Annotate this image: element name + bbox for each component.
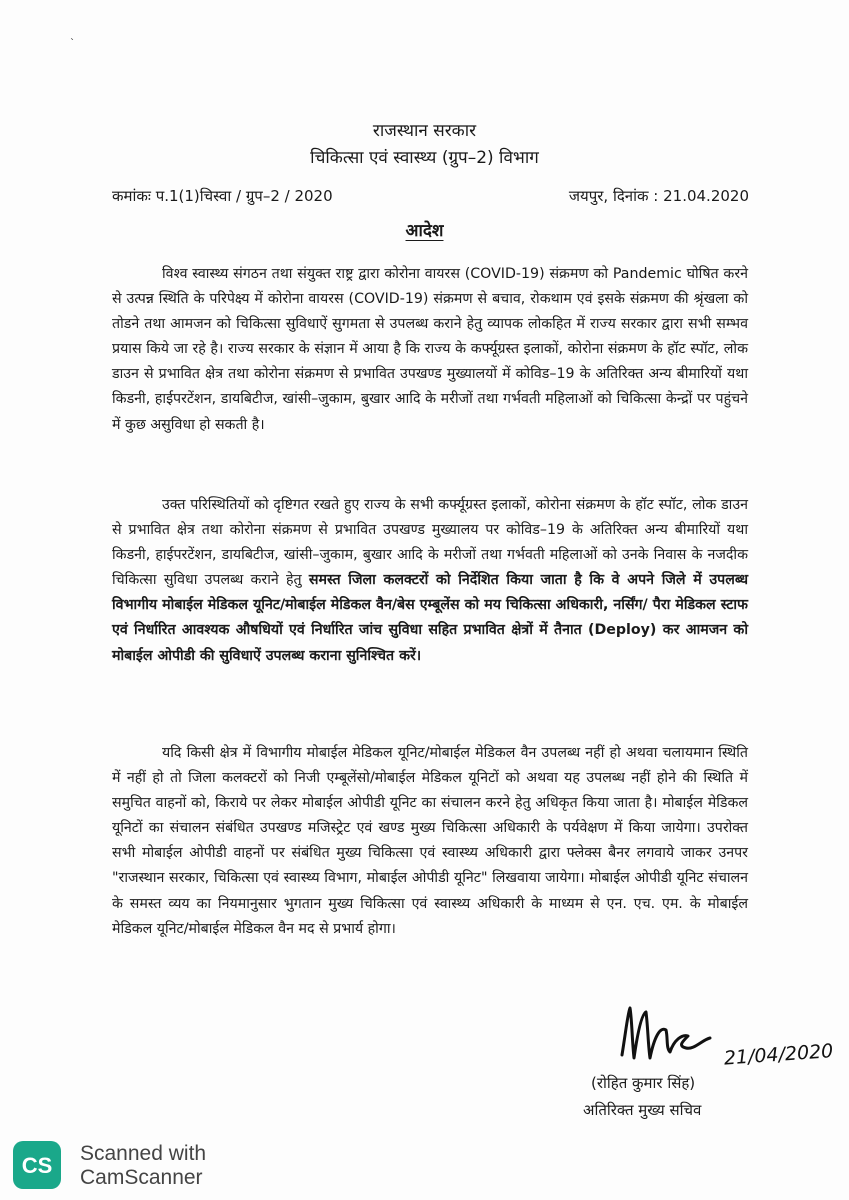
paragraph-3 <box>112 741 748 942</box>
paragraph-1 <box>112 262 748 438</box>
scanner-watermark <box>80 1142 206 1190</box>
paragraph-1-text: विश्व स्वास्थ्य संगठन तथा संयुक्त राष्ट्र द्वारा कोरोना वायरस (COVID-19) संक्रमण को Pandemic घोषित करने से उत्पन्न स्थिति के परिपेक्ष्य में कोरोना वायरस (COVID-19) संक्रमण से बचाव, रोकथाम एवं इसके संक्रमण की श्रृंखला को तोडने तथा आमजन को चिकित्सा सुविधाऐं सुगमता से उपलब्ध कराने हेतु व्यापक लोकहित में राज्य सरकार द्वारा सभी सम्भव प्रयास किये जा रहे है। राज्य सरकार के संज्ञान में आया है कि राज्य के कर्फ्यूग्रस्त इलाकों, कोरोना संक्रमण के हॉट स्पॉट, लोक डाउन से प्रभावित क्षेत्र तथा कोरोना संक्रमण से प्रभावित उपखण्ड मुख्यालयों में कोविड–19 के अतिरिक्त अन्य बीमारियों यथा किडनी, हाईपरटेंशन, डायबिटीज, खांसी–जुकाम, बुखार आदि के मरीजों तथा गर्भवती महिलाओं को चिकित्सा केन्द्रों पर पहुंचने में कुछ असुविधा हो सकती है। <box>112 266 748 433</box>
signer-name: (रोहित कुमार सिंह) <box>591 1074 696 1092</box>
scan-speck: ˋ <box>70 38 75 49</box>
scanner-line-2: CamScanner <box>80 1166 203 1189</box>
handwritten-date: 21/04/2020 <box>723 1040 834 1070</box>
order-title <box>0 218 849 241</box>
paragraph-2 <box>112 493 748 669</box>
department-name: चिकित्सा एवं स्वास्थ्य (ग्रुप–2) विभाग <box>310 148 539 168</box>
paragraph-3-text: यदि किसी क्षेत्र में विभागीय मोबाईल मेडिकल यूनिट/मोबाईल मेडिकल वैन उपलब्ध नहीं हो अथवा चलायमान स्थिति में नहीं हो तो जिला कलक्टरों को निजी एम्बूलेंसो/मोबाईल मेडिकल यूनिटों को अथवा यह उपलब्ध नहीं होने की स्थिति में समुचित वाहनों को, किराये पर लेकर मोबाईल ओपीडी यूनिट का संचालन करने हेतु अधिकृत किया जाता है। मोबाईल मेडिकल यूनिटों का संचालन संबंधित उपखण्ड मजिस्ट्रेट एवं खण्ड मुख्य चिकित्सा अधिकारी के पर्यवेक्षण में किया जायेगा। उपरोक्त सभी मोबाईल ओपीडी वाहनों पर संबंधित मुख्य चिकित्सा एवं स्वास्थ्य अधिकारी द्वारा फ्लेक्स बैनर लगवाये जाकर उनपर "राजस्थान सरकार, चिकित्सा एवं स्वास्थ्य विभाग, मोबाईल ओपीडी यूनिट" लिखवाया जायेगा। मोबाईल ओपीडी यूनिट संचालन के समस्त व्यय का नियमानुसार भुगतान मुख्य चिकित्सा एवं स्वास्थ्य अधिकारी के माध्यम से एन. एच. एम. के मोबाईल मेडिकल यूनिट/मोबाईल मेडिकल वैन मद से प्रभार्य होगा। <box>112 745 748 937</box>
signer-block <box>583 1070 701 1124</box>
handwritten-signature <box>612 1000 834 1080</box>
signer-designation: अतिरिक्त मुख्य सचिव <box>583 1101 702 1119</box>
camscanner-logo-icon <box>12 1140 62 1190</box>
government-name: राजस्थान सरकार <box>372 121 477 141</box>
camscanner-logo-text: CS <box>21 1153 53 1178</box>
paragraph-2-directive: समस्त जिला कलक्टरों को निर्देशित किया जाता है कि वे अपने जिले में उपलब्ध विभागीय मोबाईल मेडिकल यूनिट/मोबाईल मेडिकल वैन/बेस एम्बूलेंस को मय चिकित्सा अधिकारी, नर्सिंग/ पैरा मेडिकल स्टाफ एवं निर्धारित आवश्यक औषधियों एवं निर्धारित जांच सुविधा सहित प्रभावित क्षेत्रों में तैनात (Deploy) कर आमजन को मोबाईल ओपीडी की सुविधाऐं उपलब्ध कराना सुनिश्चित करें। <box>112 572 749 664</box>
paragraph-2-text: उक्त परिस्थितियों को दृष्टिगत रखते हुए राज्य के सभी कर्फ्यूग्रस्त इलाकों, कोरोना संक्रमण के हॉट स्पॉट, लोक डाउन से प्रभावित क्षेत्र तथा कोरोना संक्रमण से प्रभावित उपखण्ड मुख्यालय पर कोविड–19 के अतिरिक्त अन्य बीमारियों यथा किडनी, हाईपरटेंशन, डायबिटीज, खांसी–जुकाम, बुखार आदि के मरीजों तथा गर्भवती महिलाओं को उनके निवास के नजदीक चिकित्सा सुविधा उपलब्ध कराने हेतु <box>112 497 748 589</box>
reference-number: कमांकः प.1(1)चिस्वा / ग्रुप–2 / 2020 <box>112 187 333 205</box>
place-date: जयपुर, दिनांक : 21.04.2020 <box>568 187 749 205</box>
order-title-text: आदेश <box>405 221 444 241</box>
scanner-line-1: Scanned with <box>80 1142 207 1165</box>
